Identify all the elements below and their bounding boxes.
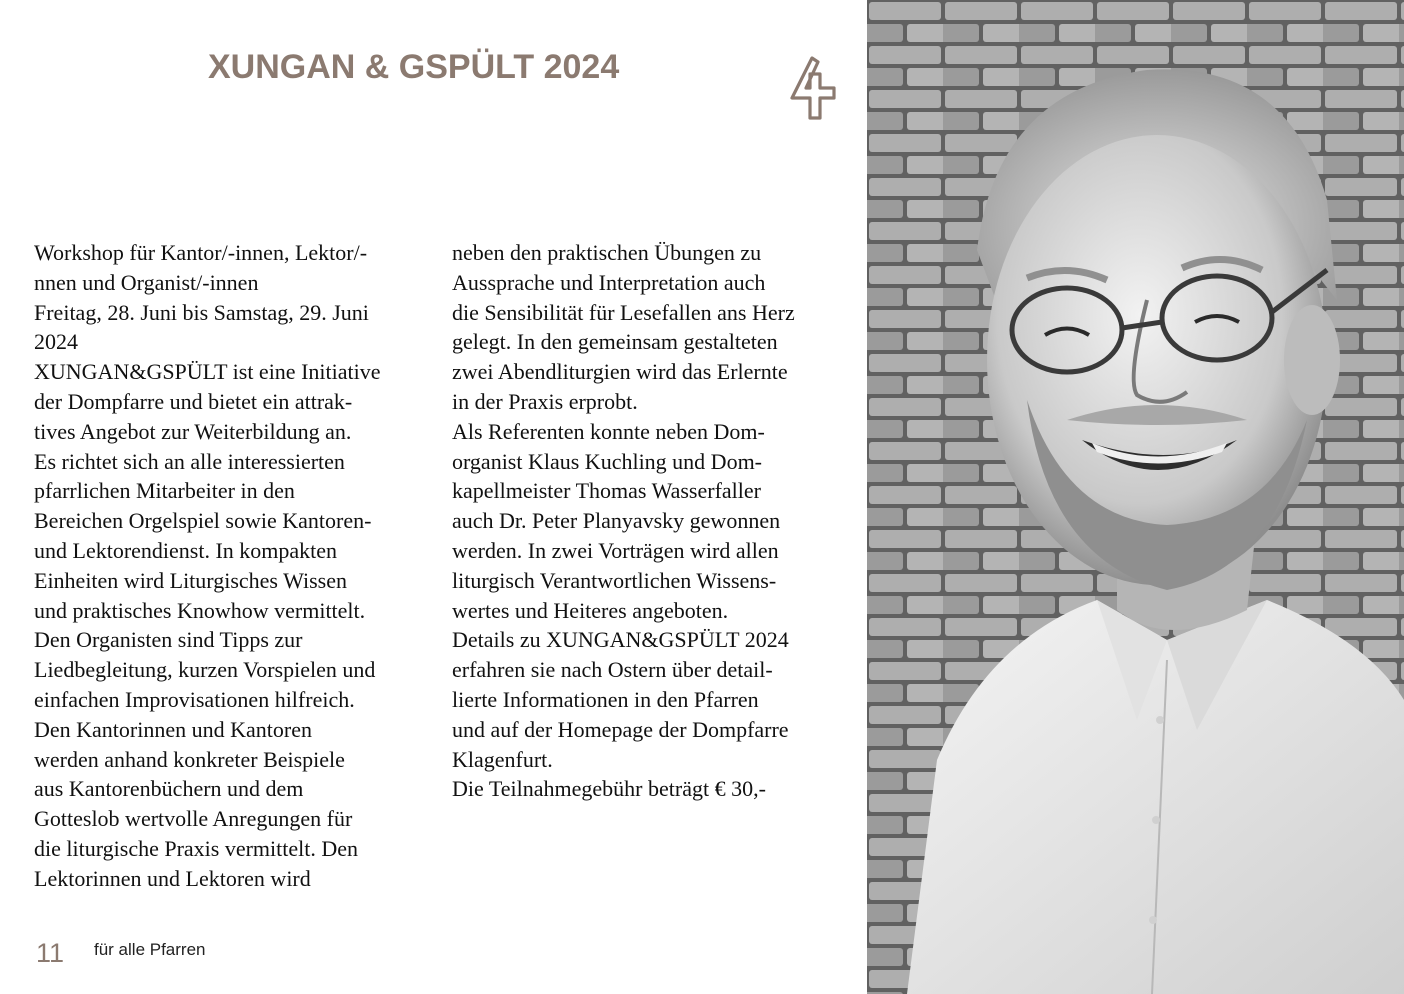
text-line: Die Teilnahmegebühr beträgt € 30,- [452,776,766,802]
text-line: Aussprache und Interpretation auch [452,269,766,295]
page-title: XUNGAN & GSPÜLT 2024 [208,48,620,86]
text-line: Einheiten wird Liturgisches Wissen [34,567,347,593]
text-line: einfachen Improvisationen hilfreich. [34,686,355,712]
article-column-right [452,238,847,804]
text-line: der Dompfarre und bietet ein attrak- [34,388,353,414]
text-line: 2024 [34,329,78,355]
text-line: und auf der Homepage der Dompfarre [452,716,789,742]
text-line: Workshop für Kantor/-innen, Lektor/- [34,240,368,265]
text-line: Es richtet sich an alle interessierten [34,448,345,474]
text-line: Freitag, 28. Juni bis Samstag, 29. Juni [34,299,369,325]
text-line: zwei Abendliturgien wird das Erlernte [452,359,788,385]
text-line: Den Kantorinnen und Kantoren [34,716,312,742]
text-line: Klagenfurt. [452,746,553,772]
text-line: werden. In zwei Vorträgen wird allen [452,537,779,563]
text-line: gelegt. In den gemeinsam gestalteten [452,329,778,355]
text-line: die Sensibilität für Lesefallen ans Herz [452,299,795,325]
text-line: Lektorinnen und Lektoren wird [34,865,311,891]
text-line: werden anhand konkreter Beispiele [34,746,345,772]
text-line: auch Dr. Peter Planyavsky gewonnen [452,508,781,534]
text-line: lierte Informationen in den Pfarren [452,686,759,712]
text-line: aus Kantorenbüchern und dem [34,776,304,802]
text-line: und Lektorendienst. In kompakten [34,537,338,563]
text-line: Details zu XUNGAN&GSPÜLT 2024 [452,627,789,653]
text-line: Bereichen Orgelspiel sowie Kantoren- [34,508,372,534]
text-line: Als Referenten konnte neben Dom- [452,418,765,444]
text-line: und praktisches Knowhow vermittelt. [34,597,366,623]
text-line: Gotteslob wertvolle Anregungen für [34,806,353,832]
portrait-photo-icon [867,0,1404,994]
text-line: die liturgische Praxis vermittelt. Den [34,835,359,861]
text-line: erfahren sie nach Ostern über detail- [452,657,773,683]
text-line: Liedbegleitung, kurzen Vorspielen und [34,657,376,683]
text-line: organist Klaus Kuchling und Dom- [452,448,763,474]
text-line: XUNGAN&GSPÜLT ist eine Initiative [34,359,381,385]
text-line: neben den praktischen Übungen zu [452,240,762,265]
text-line: tives Angebot zur Weiterbildung an. [34,418,352,444]
text-line: Den Organisten sind Tipps zur [34,627,303,653]
text-line: wertes und Heiteres angeboten. [452,597,729,623]
text-line: pfarrlichen Mitarbeiter in den [34,478,295,504]
text-line: kapellmeister Thomas Wasserfaller [452,478,761,504]
article-column-left [34,238,434,894]
page-number: 11 [36,938,65,968]
footer-label: für alle Pfarren [94,940,206,959]
text-line: liturgisch Verantwortlichen Wissens- [452,567,777,593]
cross-four-logo-icon [784,52,840,122]
text-line: in der Praxis erprobt. [452,388,638,414]
text-line: nnen und Organist/-innen [34,269,259,295]
